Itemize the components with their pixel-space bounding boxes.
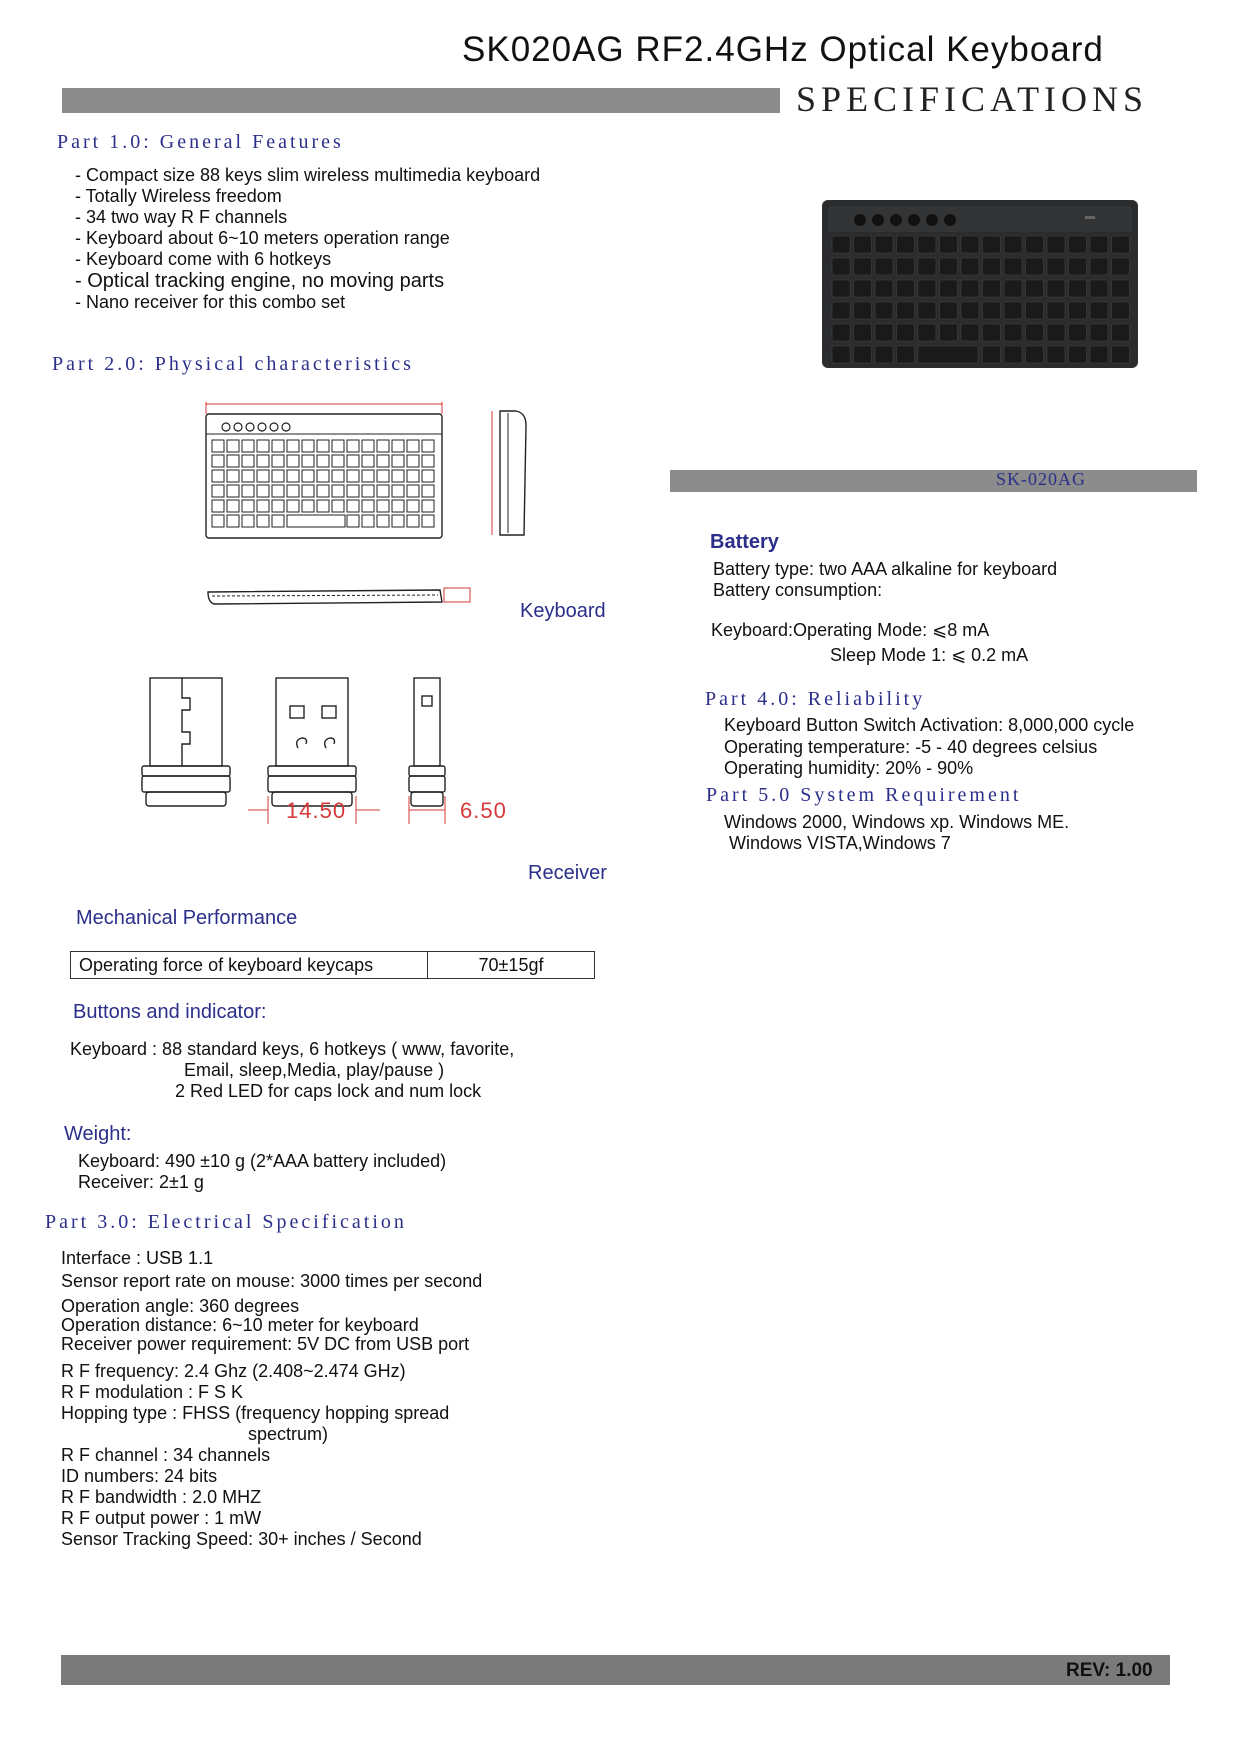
keycap xyxy=(1112,346,1130,363)
spec-line: Sensor report rate on mouse: 3000 times per second xyxy=(61,1271,483,1291)
keycap-outline xyxy=(422,500,434,512)
keycap-outline xyxy=(407,485,419,497)
keycap-outline xyxy=(272,500,284,512)
keycap-outline xyxy=(422,440,434,452)
keycap-outline xyxy=(332,500,344,512)
keycap-outline xyxy=(317,455,329,467)
keycap xyxy=(1004,302,1022,319)
keycap-outline xyxy=(392,455,404,467)
spec-line: Operation distance: 6~10 meter for keyboard xyxy=(61,1315,419,1335)
battery-heading: Battery xyxy=(710,531,779,553)
keycap-outline xyxy=(362,485,374,497)
keycap-outline xyxy=(272,455,284,467)
keycap xyxy=(961,302,979,319)
keycap-outline xyxy=(287,440,299,452)
keycap-outline xyxy=(287,515,345,527)
keycap-outline xyxy=(302,470,314,482)
keycap-outline xyxy=(362,500,374,512)
keycap xyxy=(897,258,915,275)
keycap xyxy=(1047,324,1065,341)
revision-label: REV: 1.00 xyxy=(1066,1660,1153,1681)
keycap xyxy=(940,324,958,341)
keyboard-top-view-drawing xyxy=(204,400,452,542)
keycap xyxy=(897,302,915,319)
requirement-line: Windows 2000, Windows xp. Windows ME. xyxy=(724,812,1070,832)
spec-line: R F frequency: 2.4 Ghz (2.408~2.474 GHz) xyxy=(61,1361,406,1381)
mechanical-table xyxy=(70,951,595,979)
keycap-outline xyxy=(347,485,359,497)
keycap xyxy=(940,258,958,275)
keycap-outline xyxy=(422,455,434,467)
keycap xyxy=(1112,258,1130,275)
keycap xyxy=(1069,324,1087,341)
keycap-outline xyxy=(332,455,344,467)
keycap xyxy=(1090,302,1108,319)
keycap-outline xyxy=(362,455,374,467)
part1-heading: Part 1.0: General Features xyxy=(57,131,344,153)
keycap-outline xyxy=(347,440,359,452)
keycap xyxy=(940,280,958,297)
keycap xyxy=(961,324,979,341)
keycap-outline xyxy=(407,440,419,452)
keycap xyxy=(1069,346,1087,363)
keycap xyxy=(1026,324,1044,341)
spec-line: Receiver power requirement: 5V DC from USB port xyxy=(61,1334,470,1354)
keycap-outline xyxy=(257,440,269,452)
keycap xyxy=(1090,346,1108,363)
keycap-outline xyxy=(272,470,284,482)
keycap-outline xyxy=(227,485,239,497)
keycap-outline xyxy=(392,485,404,497)
keycap xyxy=(983,346,1001,363)
keyboard-side-view-drawing xyxy=(488,407,540,539)
keycap xyxy=(897,236,915,253)
keycap xyxy=(1112,324,1130,341)
battery-operating-mode: Keyboard:Operating Mode: ⩽8 mA xyxy=(711,620,990,640)
keycap xyxy=(832,346,850,363)
document-title: SK020AG RF2.4GHz Optical Keyboard xyxy=(462,30,1104,69)
keycap-outline xyxy=(257,455,269,467)
keycap-outline xyxy=(377,500,389,512)
keycap xyxy=(832,302,850,319)
keycap xyxy=(1026,346,1044,363)
keycap-outline xyxy=(302,485,314,497)
part3-heading: Part 3.0: Electrical Specification xyxy=(45,1211,407,1233)
keycap-outline xyxy=(227,440,239,452)
keycap-outline xyxy=(227,470,239,482)
keycap-outline xyxy=(212,515,224,527)
receiver-depth-dimension: 6.50 xyxy=(460,798,507,823)
keycap-outline xyxy=(317,470,329,482)
battery-type: Battery type: two AAA alkaline for keyboard xyxy=(713,559,1058,579)
keycap xyxy=(918,324,936,341)
reliability-line: Operating temperature: -5 - 40 degrees celsius xyxy=(724,737,1098,757)
keycap-outline xyxy=(347,470,359,482)
keycap xyxy=(1004,324,1022,341)
keycap-outline xyxy=(227,455,239,467)
spec-line: R F modulation : F S K xyxy=(61,1382,244,1402)
keycap-outline xyxy=(377,440,389,452)
list-item: - Keyboard come with 6 hotkeys xyxy=(75,249,332,269)
keycap xyxy=(1112,236,1130,253)
keycap-outline xyxy=(362,470,374,482)
keycap-outline xyxy=(422,485,434,497)
keycap xyxy=(1069,302,1087,319)
spec-line: ID numbers: 24 bits xyxy=(61,1466,218,1486)
table-row xyxy=(71,952,595,979)
keycap xyxy=(854,236,872,253)
footer-bar xyxy=(61,1655,1170,1685)
keycap xyxy=(1112,280,1130,297)
header-bar xyxy=(62,88,780,113)
keycap-outline xyxy=(407,455,419,467)
keycap-outline xyxy=(212,485,224,497)
keycap-outline xyxy=(272,485,284,497)
keycap xyxy=(1112,302,1130,319)
keycap-outline xyxy=(242,515,254,527)
keycap-outline xyxy=(347,455,359,467)
keycap xyxy=(961,280,979,297)
keycap-outline xyxy=(317,500,329,512)
keycap-outline xyxy=(257,470,269,482)
keycap xyxy=(1026,302,1044,319)
list-item: - Nano receiver for this combo set xyxy=(75,292,346,312)
keycap-outline xyxy=(377,455,389,467)
keycap-outline xyxy=(242,440,254,452)
keycap xyxy=(1069,236,1087,253)
keycap xyxy=(918,258,936,275)
keycap xyxy=(918,236,936,253)
keycap xyxy=(983,302,1001,319)
buttons-line: Email, sleep,Media, play/pause ) xyxy=(184,1060,445,1080)
keycap-outline xyxy=(227,500,239,512)
receiver-width-dimension: 14.50 xyxy=(286,798,347,823)
product-caption: SK-020AG xyxy=(996,469,1087,489)
keycap-outline xyxy=(302,440,314,452)
keycap xyxy=(1047,258,1065,275)
keycap xyxy=(1026,236,1044,253)
spec-line: Interface : USB 1.1 xyxy=(61,1248,214,1268)
keycap-outline xyxy=(317,440,329,452)
keycap-outline xyxy=(302,500,314,512)
keycap-outline xyxy=(347,500,359,512)
keycap-outline xyxy=(242,500,254,512)
keycap xyxy=(918,302,936,319)
keycap-outline xyxy=(242,455,254,467)
keycap xyxy=(1026,280,1044,297)
keycap xyxy=(897,346,915,363)
weight-line: Receiver: 2±1 g xyxy=(78,1172,204,1192)
keycap-outline xyxy=(332,470,344,482)
keycap-outline xyxy=(272,515,284,527)
reliability-line: Keyboard Button Switch Activation: 8,000,000 cycle xyxy=(724,715,1135,735)
keycap xyxy=(832,280,850,297)
list-item: - Optical tracking engine, no moving parts xyxy=(75,270,445,292)
keycap-outline xyxy=(257,515,269,527)
keycap-outline xyxy=(422,470,434,482)
list-item: - Keyboard about 6~10 meters operation range xyxy=(75,228,450,248)
keycap-outline xyxy=(392,440,404,452)
list-item: - Compact size 88 keys slim wireless multimedia keyboard xyxy=(75,165,541,185)
keycap-outline xyxy=(302,455,314,467)
keycap-outline xyxy=(407,470,419,482)
battery-consumption: Battery consumption: xyxy=(713,580,883,600)
buttons-line: Keyboard : 88 standard keys, 6 hotkeys ( www, favorite, xyxy=(70,1039,515,1059)
keycap xyxy=(1047,302,1065,319)
buttons-line: 2 Red LED for caps lock and num lock xyxy=(175,1081,482,1101)
keycap xyxy=(1026,258,1044,275)
keycap xyxy=(1090,236,1108,253)
keycap xyxy=(1004,258,1022,275)
keycap xyxy=(983,324,1001,341)
keycap xyxy=(961,258,979,275)
part2-heading: Part 2.0: Physical characteristics xyxy=(52,353,414,375)
keycap xyxy=(832,324,850,341)
keycap-outline xyxy=(422,515,434,527)
keycap xyxy=(875,324,893,341)
keycap-outline xyxy=(287,500,299,512)
keycap xyxy=(897,280,915,297)
keycap xyxy=(897,324,915,341)
specifications-label: SPECIFICATIONS xyxy=(796,79,1149,119)
keycap xyxy=(854,302,872,319)
list-item: - Totally Wireless freedom xyxy=(75,186,282,206)
keycap xyxy=(875,258,893,275)
spec-line: Operation angle: 360 degrees xyxy=(61,1296,300,1316)
keycap-force-label: Operating force of keyboard keycaps xyxy=(71,952,428,979)
keycap xyxy=(1004,236,1022,253)
keycap-outline xyxy=(332,485,344,497)
keycap-outline xyxy=(332,440,344,452)
keycap xyxy=(854,258,872,275)
keyboard-front-view-drawing xyxy=(204,580,476,610)
keycap xyxy=(875,302,893,319)
keycap-outline xyxy=(377,470,389,482)
keycap-outline xyxy=(377,515,389,527)
spec-line: Sensor Tracking Speed: 30+ inches / Second xyxy=(61,1529,422,1549)
keycap xyxy=(854,346,872,363)
keycap-outline xyxy=(317,485,329,497)
keycap-outline xyxy=(272,440,284,452)
keycap-outline xyxy=(377,485,389,497)
keycap-outline xyxy=(242,485,254,497)
keycap xyxy=(1090,324,1108,341)
keycap xyxy=(1047,280,1065,297)
keycap-outline xyxy=(212,440,224,452)
part5-heading: Part 5.0 System Requirement xyxy=(706,784,1022,806)
keyboard-drawing-label: Keyboard xyxy=(520,600,606,622)
keycap xyxy=(961,236,979,253)
keycap-outline xyxy=(212,470,224,482)
keycap xyxy=(1069,258,1087,275)
keycap xyxy=(983,280,1001,297)
keycap xyxy=(832,258,850,275)
keycap xyxy=(1090,280,1108,297)
weight-heading: Weight: xyxy=(64,1123,132,1145)
keycap-outline xyxy=(392,515,404,527)
keycap-outline xyxy=(392,500,404,512)
keycap-outline xyxy=(227,515,239,527)
reliability-line: Operating humidity: 20% - 90% xyxy=(724,758,974,778)
part4-heading: Part 4.0: Reliability xyxy=(705,688,926,710)
keycap xyxy=(940,236,958,253)
keycap xyxy=(983,236,1001,253)
keycap-outline xyxy=(362,440,374,452)
keycap xyxy=(875,346,893,363)
keycap xyxy=(875,280,893,297)
keycap xyxy=(1004,346,1022,363)
keycap-outline xyxy=(392,470,404,482)
keycap-outline xyxy=(242,470,254,482)
keycap xyxy=(940,302,958,319)
list-item: - 34 two way R F channels xyxy=(75,207,288,227)
keycap xyxy=(832,236,850,253)
buttons-heading: Buttons and indicator: xyxy=(73,1001,267,1023)
battery-sleep-mode: Sleep Mode 1: ⩽ 0.2 mA xyxy=(830,645,1029,665)
keycap-force-value: 70±15gf xyxy=(428,952,595,979)
keycap xyxy=(1069,280,1087,297)
spec-line: R F bandwidth : 2.0 MHZ xyxy=(61,1487,262,1507)
keycap-outline xyxy=(287,455,299,467)
spec-line: Hopping type : FHSS (frequency hopping spread xyxy=(61,1403,450,1423)
keycap xyxy=(1047,236,1065,253)
spec-line: R F output power : 1 mW xyxy=(61,1508,262,1528)
keycap-outline xyxy=(407,515,419,527)
receiver-drawing-label: Receiver xyxy=(528,862,607,884)
keycap xyxy=(918,346,978,363)
mechanical-heading: Mechanical Performance xyxy=(76,907,298,929)
keyboard-photo xyxy=(820,198,1140,370)
keycap-outline xyxy=(287,485,299,497)
requirement-line: Windows VISTA,Windows 7 xyxy=(729,833,951,853)
keycap xyxy=(1047,346,1065,363)
keycap xyxy=(854,324,872,341)
keycap xyxy=(1004,280,1022,297)
keycap xyxy=(983,258,1001,275)
keycap-outline xyxy=(212,500,224,512)
keycap-outline xyxy=(212,455,224,467)
keycap-outline xyxy=(347,515,359,527)
keycap xyxy=(875,236,893,253)
spec-line: R F channel : 34 channels xyxy=(61,1445,271,1465)
spec-line: spectrum) xyxy=(248,1424,329,1444)
keycap xyxy=(1090,258,1108,275)
keycap-outline xyxy=(362,515,374,527)
keycap xyxy=(854,280,872,297)
keycap xyxy=(918,280,936,297)
keycap-outline xyxy=(287,470,299,482)
general-features-list xyxy=(75,165,540,313)
keycap-outline xyxy=(257,500,269,512)
weight-line: Keyboard: 490 ±10 g (2*AAA battery included) xyxy=(78,1151,447,1171)
keycap-outline xyxy=(257,485,269,497)
keycap-outline xyxy=(407,500,419,512)
product-caption-bar xyxy=(670,470,1197,492)
